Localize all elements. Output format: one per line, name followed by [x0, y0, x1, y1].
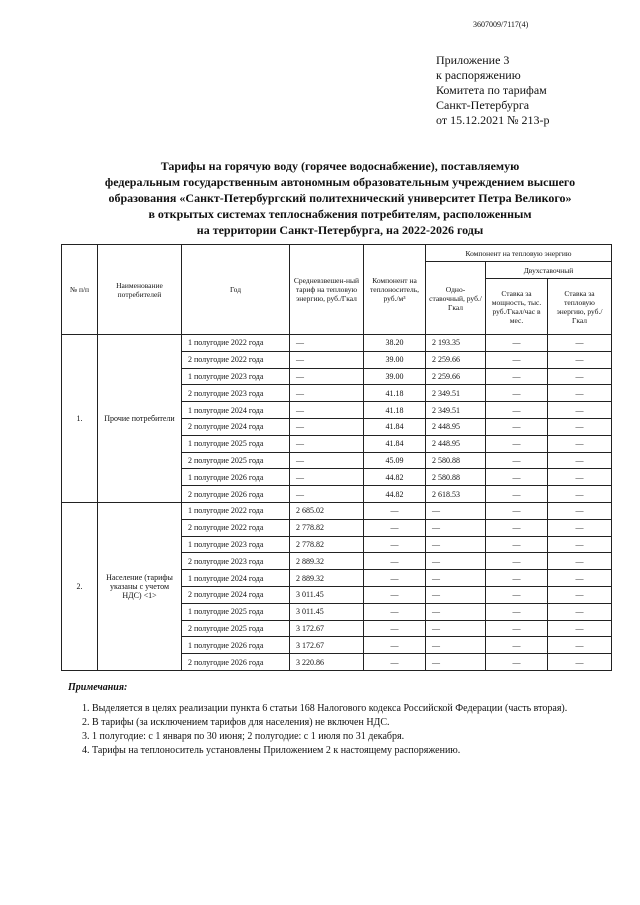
avg-tariff-cell: — [290, 335, 364, 352]
period-cell: 2 полугодие 2023 года [182, 553, 290, 570]
table-body [62, 335, 612, 671]
energy-rate-cell: — [548, 385, 612, 402]
energy-rate-cell: — [548, 351, 612, 368]
period-cell: 2 полугодие 2022 года [182, 519, 290, 536]
one-rate-cell: 2 448.95 [426, 418, 486, 435]
consumer-name: Население (тарифы указаны с учетом НДС) <1> [98, 502, 182, 670]
capacity-rate-cell: — [486, 536, 548, 553]
period-cell: 1 полугодие 2023 года [182, 368, 290, 385]
energy-rate-cell: — [548, 620, 612, 637]
carrier-cell: 41.84 [364, 418, 426, 435]
one-rate-cell: — [426, 570, 486, 587]
capacity-rate-cell: — [486, 469, 548, 486]
avg-tariff-cell: — [290, 402, 364, 419]
carrier-cell: — [364, 570, 426, 587]
capacity-rate-cell: — [486, 435, 548, 452]
capacity-rate-cell: — [486, 586, 548, 603]
one-rate-cell: — [426, 637, 486, 654]
energy-rate-cell: — [548, 654, 612, 671]
capacity-rate-cell: — [486, 637, 548, 654]
one-rate-cell: 2 618.53 [426, 486, 486, 503]
avg-tariff-cell: — [290, 385, 364, 402]
avg-tariff-cell: — [290, 351, 364, 368]
capacity-rate-cell: — [486, 603, 548, 620]
period-cell: 2 полугодие 2025 года [182, 452, 290, 469]
carrier-cell: 44.82 [364, 486, 426, 503]
carrier-cell: 41.84 [364, 435, 426, 452]
avg-tariff-cell: 2 685.02 [290, 502, 364, 519]
period-cell: 1 полугодие 2024 года [182, 570, 290, 587]
avg-tariff-cell: 3 172.67 [290, 620, 364, 637]
appendix-line: Комитета по тарифам [436, 83, 547, 97]
period-cell: 2 полугодие 2025 года [182, 620, 290, 637]
carrier-cell: 39.00 [364, 351, 426, 368]
header-avg-tariff: Средневзвешен-ный тариф на тепловую энергию, руб./Гкал [290, 245, 364, 335]
document-number: 3607009/7117(4) [473, 20, 529, 29]
one-rate-cell: — [426, 519, 486, 536]
carrier-cell: — [364, 637, 426, 654]
capacity-rate-cell: — [486, 385, 548, 402]
carrier-cell: 39.00 [364, 368, 426, 385]
capacity-rate-cell: — [486, 402, 548, 419]
avg-tariff-cell: 2 778.82 [290, 536, 364, 553]
appendix-line: к распоряжению [436, 68, 521, 82]
period-cell: 2 полугодие 2022 года [182, 351, 290, 368]
carrier-cell: — [364, 519, 426, 536]
one-rate-cell: 2 193.35 [426, 335, 486, 352]
header-name: Наименование потребителей [98, 245, 182, 335]
energy-rate-cell: — [548, 469, 612, 486]
note-item: 4. Тарифы на теплоноситель установлены Приложением 2 к настоящему распоряжению. [92, 744, 567, 758]
period-cell: 2 полугодие 2024 года [182, 586, 290, 603]
one-rate-cell: 2 259.66 [426, 368, 486, 385]
carrier-cell: — [364, 553, 426, 570]
energy-rate-cell: — [548, 502, 612, 519]
energy-rate-cell: — [548, 402, 612, 419]
one-rate-cell: 2 259.66 [426, 351, 486, 368]
note-item: 3. 1 полугодие: с 1 января по 30 июня; 2 полугодие: с 1 июля по 31 декабря. [92, 730, 567, 744]
avg-tariff-cell: — [290, 368, 364, 385]
period-cell: 1 полугодие 2024 года [182, 402, 290, 419]
title-line: федеральным государственным автономным образовательным учреждением высшего [104, 175, 576, 189]
header-carrier: Компонент на теплоноситель, руб./м³ [364, 245, 426, 335]
notes-title: Примечания: [68, 682, 128, 693]
title-line: на территории Санкт-Петербурга, на 2022-2026 годы [196, 223, 484, 237]
energy-rate-cell: — [548, 570, 612, 587]
row-number: 1. [62, 335, 98, 503]
carrier-cell: — [364, 586, 426, 603]
energy-rate-cell: — [548, 368, 612, 385]
carrier-cell: 38.20 [364, 335, 426, 352]
carrier-cell: — [364, 620, 426, 637]
avg-tariff-cell: 3 172.67 [290, 637, 364, 654]
period-cell: 1 полугодие 2025 года [182, 603, 290, 620]
avg-tariff-cell: — [290, 418, 364, 435]
capacity-rate-cell: — [486, 368, 548, 385]
header-capacity-rate: Ставка за мощность, тыс. руб./Гкал/час в мес. [486, 279, 548, 335]
one-rate-cell: — [426, 586, 486, 603]
period-cell: 1 полугодие 2022 года [182, 335, 290, 352]
one-rate-cell: 2 448.95 [426, 435, 486, 452]
carrier-cell: — [364, 603, 426, 620]
capacity-rate-cell: — [486, 553, 548, 570]
energy-rate-cell: — [548, 536, 612, 553]
energy-rate-cell: — [548, 637, 612, 654]
capacity-rate-cell: — [486, 519, 548, 536]
energy-rate-cell: — [548, 586, 612, 603]
period-cell: 2 полугодие 2023 года [182, 385, 290, 402]
title-line: в открытых системах теплоснабжения потребителям, расположенным [148, 207, 532, 221]
capacity-rate-cell: — [486, 351, 548, 368]
carrier-cell: — [364, 536, 426, 553]
one-rate-cell: — [426, 620, 486, 637]
one-rate-cell: 2 580.88 [426, 452, 486, 469]
appendix-line: Санкт-Петербурга [436, 98, 530, 112]
one-rate-cell: 2 349.51 [426, 385, 486, 402]
note-item: 2. В тарифы (за исключением тарифов для населения) не включен НДС. [92, 716, 567, 730]
avg-tariff-cell: 2 778.82 [290, 519, 364, 536]
carrier-cell: 41.18 [364, 385, 426, 402]
header-two-rate-group: Двухставочный [486, 262, 612, 279]
notes-list [68, 702, 567, 758]
one-rate-cell: — [426, 654, 486, 671]
one-rate-cell: 2 580.88 [426, 469, 486, 486]
avg-tariff-cell: 2 889.32 [290, 570, 364, 587]
one-rate-cell: — [426, 603, 486, 620]
carrier-cell: 44.82 [364, 469, 426, 486]
capacity-rate-cell: — [486, 486, 548, 503]
title-line: Тарифы на горячую воду (горячее водоснабжение), поставляемую [160, 159, 520, 173]
period-cell: 1 полугодие 2023 года [182, 536, 290, 553]
period-cell: 1 полугодие 2026 года [182, 637, 290, 654]
energy-rate-cell: — [548, 452, 612, 469]
capacity-rate-cell: — [486, 654, 548, 671]
capacity-rate-cell: — [486, 570, 548, 587]
appendix-header [436, 53, 550, 128]
title-line: образования «Санкт-Петербургский политехнический университет Петра Великого» [108, 191, 572, 205]
header-num: № п/п [62, 245, 98, 335]
avg-tariff-cell: 2 889.32 [290, 553, 364, 570]
carrier-cell: — [364, 502, 426, 519]
energy-rate-cell: — [548, 435, 612, 452]
energy-rate-cell: — [548, 418, 612, 435]
table-row [62, 502, 612, 519]
one-rate-cell: — [426, 536, 486, 553]
capacity-rate-cell: — [486, 335, 548, 352]
note-item: 1. Выделяется в целях реализации пункта 6 статьи 168 Налогового кодекса Российской Федерации (часть вторая). [92, 702, 567, 716]
period-cell: 1 полугодие 2025 года [182, 435, 290, 452]
period-cell: 2 полугодие 2026 года [182, 486, 290, 503]
capacity-rate-cell: — [486, 452, 548, 469]
consumer-name: Прочие потребители [98, 335, 182, 503]
header-one-rate: Одно-ставочный, руб./Гкал [426, 262, 486, 335]
energy-rate-cell: — [548, 603, 612, 620]
header-energy-group: Компонент на тепловую энергию [426, 245, 612, 262]
period-cell: 2 полугодие 2024 года [182, 418, 290, 435]
energy-rate-cell: — [548, 553, 612, 570]
notes-section [68, 682, 567, 758]
appendix-line: Приложение 3 [436, 53, 510, 67]
header-energy-rate: Ставка за тепловую энергию, руб./Гкал [548, 279, 612, 335]
table-row [62, 335, 612, 352]
carrier-cell: 45.09 [364, 452, 426, 469]
avg-tariff-cell: — [290, 469, 364, 486]
energy-rate-cell: — [548, 486, 612, 503]
header-year: Год [182, 245, 290, 335]
row-number: 2. [62, 502, 98, 670]
energy-rate-cell: — [548, 519, 612, 536]
period-cell: 1 полугодие 2026 года [182, 469, 290, 486]
one-rate-cell: — [426, 553, 486, 570]
appendix-line: от 15.12.2021 № 213-р [436, 113, 550, 127]
capacity-rate-cell: — [486, 620, 548, 637]
tariff-table [61, 244, 612, 671]
document-title [60, 158, 620, 238]
one-rate-cell: 2 349.51 [426, 402, 486, 419]
avg-tariff-cell: 3 011.45 [290, 586, 364, 603]
avg-tariff-cell: — [290, 435, 364, 452]
avg-tariff-cell: — [290, 486, 364, 503]
carrier-cell: 41.18 [364, 402, 426, 419]
energy-rate-cell: — [548, 335, 612, 352]
capacity-rate-cell: — [486, 502, 548, 519]
avg-tariff-cell: — [290, 452, 364, 469]
carrier-cell: — [364, 654, 426, 671]
avg-tariff-cell: 3 011.45 [290, 603, 364, 620]
period-cell: 1 полугодие 2022 года [182, 502, 290, 519]
capacity-rate-cell: — [486, 418, 548, 435]
avg-tariff-cell: 3 220.86 [290, 654, 364, 671]
period-cell: 2 полугодие 2026 года [182, 654, 290, 671]
one-rate-cell: — [426, 502, 486, 519]
